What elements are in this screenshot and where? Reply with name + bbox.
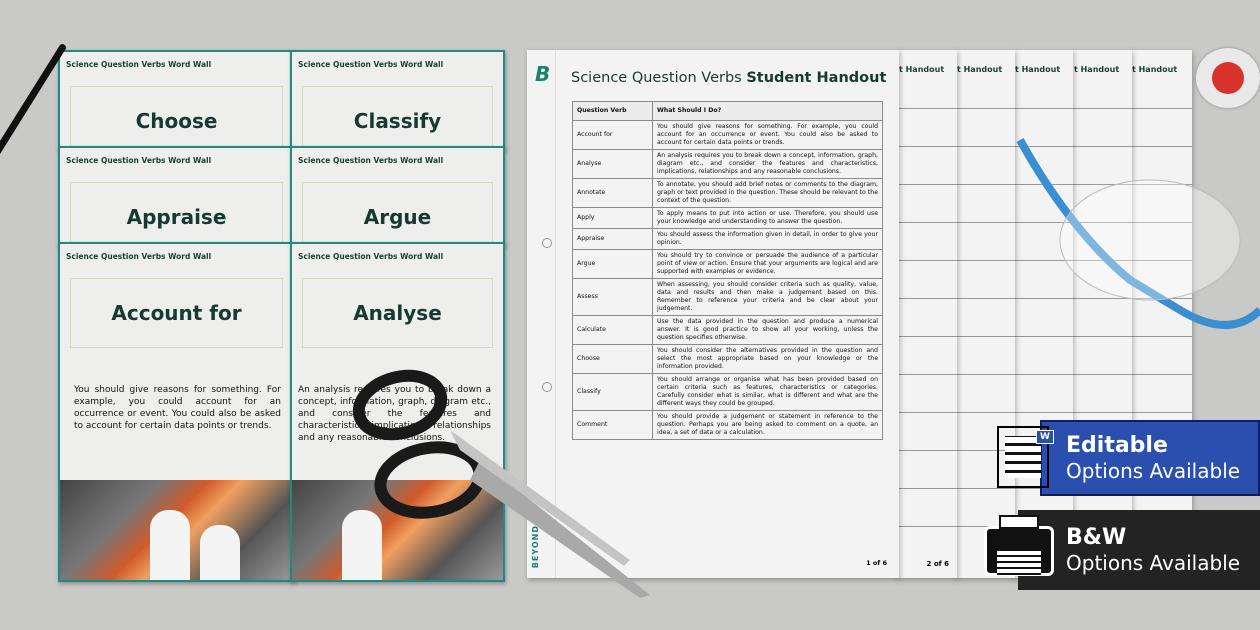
table-row [573,316,883,345]
table-row [573,179,883,208]
card-word: Choose [70,86,283,150]
petri-dish [1196,48,1260,108]
verb-description: An analysis requires you to break down a concept, information, graph, diagram etc., and consider the features and characteristics, implications, relationships and any reasonable conclusions. [653,150,883,179]
verb-description: You should try to convince or persuade the audience of a particular point of view or action. Ensure that your arguments are logical and are supported with examples or evidence. [653,250,883,279]
handout-page-2 [897,50,957,578]
card-header: Science Question Verbs Word Wall [66,252,212,261]
table-row [573,250,883,279]
verb-name: Analyse [573,150,653,179]
column-header: What Should I Do? [653,102,883,121]
page-title: t Handout [1074,65,1120,74]
table-row [573,229,883,250]
page-title: t Handout [1132,65,1178,74]
handout-title: Science Question Verbs Student Handout [571,70,887,86]
card-header: Science Question Verbs Word Wall [298,156,444,165]
page-title: t Handout [899,65,945,74]
column-header: Question Verb [573,102,653,121]
printer-icon [984,526,1054,576]
badge-title: B&W [1066,525,1127,550]
table-row [573,150,883,179]
verb-name: Apply [573,208,653,229]
scientists-illustration [60,480,293,580]
page-number: 1 of 6 [866,559,887,567]
scissors [340,360,660,600]
word-card-account-for [58,242,295,582]
badge-title: Editable [1066,433,1168,458]
card-description: You should give reasons for something. For example, you could account for an occurrence or event. You could also be asked to account for certain data points or trends. [74,385,281,431]
verb-description: To apply means to put into action or use. Therefore, you should use your knowledge and understanding to answer the question. [653,208,883,229]
word-card-classify [290,50,505,150]
table-row [573,121,883,150]
card-word: Appraise [70,182,283,246]
verb-name: Classify [573,374,653,411]
card-word: Analyse [302,278,493,348]
word-card-argue [290,146,505,246]
badge-subtitle: Options Available [1066,551,1241,575]
verb-description: You should arrange or organise what has been provided based on certain criteria such as features, characteristics or categories. Carefully consider what is similar, what is different and what are the different ways they could be grouped. [653,374,883,411]
verb-name: Assess [573,279,653,316]
card-header: Science Question Verbs Word Wall [298,60,444,69]
card-header: Science Question Verbs Word Wall [66,156,212,165]
table-row [573,208,883,229]
page-title: t Handout [1015,65,1061,74]
brand-text: BEYOND [531,524,540,568]
verb-description: You should give reasons for something. For example, you could account for an occurrence or event. You could also be asked to account for certain data points or trends. [653,121,883,150]
verb-description: You should assess the information given in detail, in order to give your opinion. [653,229,883,250]
word-icon: W [1036,430,1054,444]
verb-name: Choose [573,345,653,374]
card-description: An analysis requires you to break down a concept, information, graph, diagram etc., and consider the features and characteristics, implications, relationships and any reasonable conclusions. [298,385,491,443]
card-word: Account for [70,278,283,348]
page-title: t Handout [957,65,1003,74]
verb-description: When assessing, you should consider criteria such as quality, value, data and results and then make a judgement based on this. Remember to reference your criteria and be clear about your judgement. [653,279,883,316]
safety-glasses [990,110,1260,340]
beyond-logo: B [535,62,551,86]
verb-name: Calculate [573,316,653,345]
table-row [573,279,883,316]
verb-name: Comment [573,411,653,440]
verb-name: Appraise [573,229,653,250]
card-word: Classify [302,86,493,150]
verb-name: Argue [573,250,653,279]
verb-name: Account for [573,121,653,150]
bw-options-badge [1018,510,1260,590]
page-number: 2 of 6 [926,560,949,568]
card-word: Argue [302,182,493,246]
verb-name: Annotate [573,179,653,208]
verb-description: Use the data provided in the question and produce a numerical answer. It is good practice to show all your working, unless the question specifies otherwise. [653,316,883,345]
card-header: Science Question Verbs Word Wall [66,60,212,69]
word-card-choose [58,50,295,150]
badge-subtitle: Options Available [1066,459,1241,483]
editable-options-badge [1040,420,1260,496]
card-header: Science Question Verbs Word Wall [298,252,444,261]
verb-description: You should provide a judgement or statement in reference to the question. Perhaps you are being asked to comment on a quote, an idea, a set of data or a calculation. [653,411,883,440]
word-card-appraise [58,146,295,246]
verb-description: You should consider the alternatives provided in the question and select the most appropriate based on your knowledge or the information provided. [653,345,883,374]
verb-description: To annotate, you should add brief notes or comments to the diagram, graph or text provided in the question. These should be relevant to the context of the question. [653,179,883,208]
